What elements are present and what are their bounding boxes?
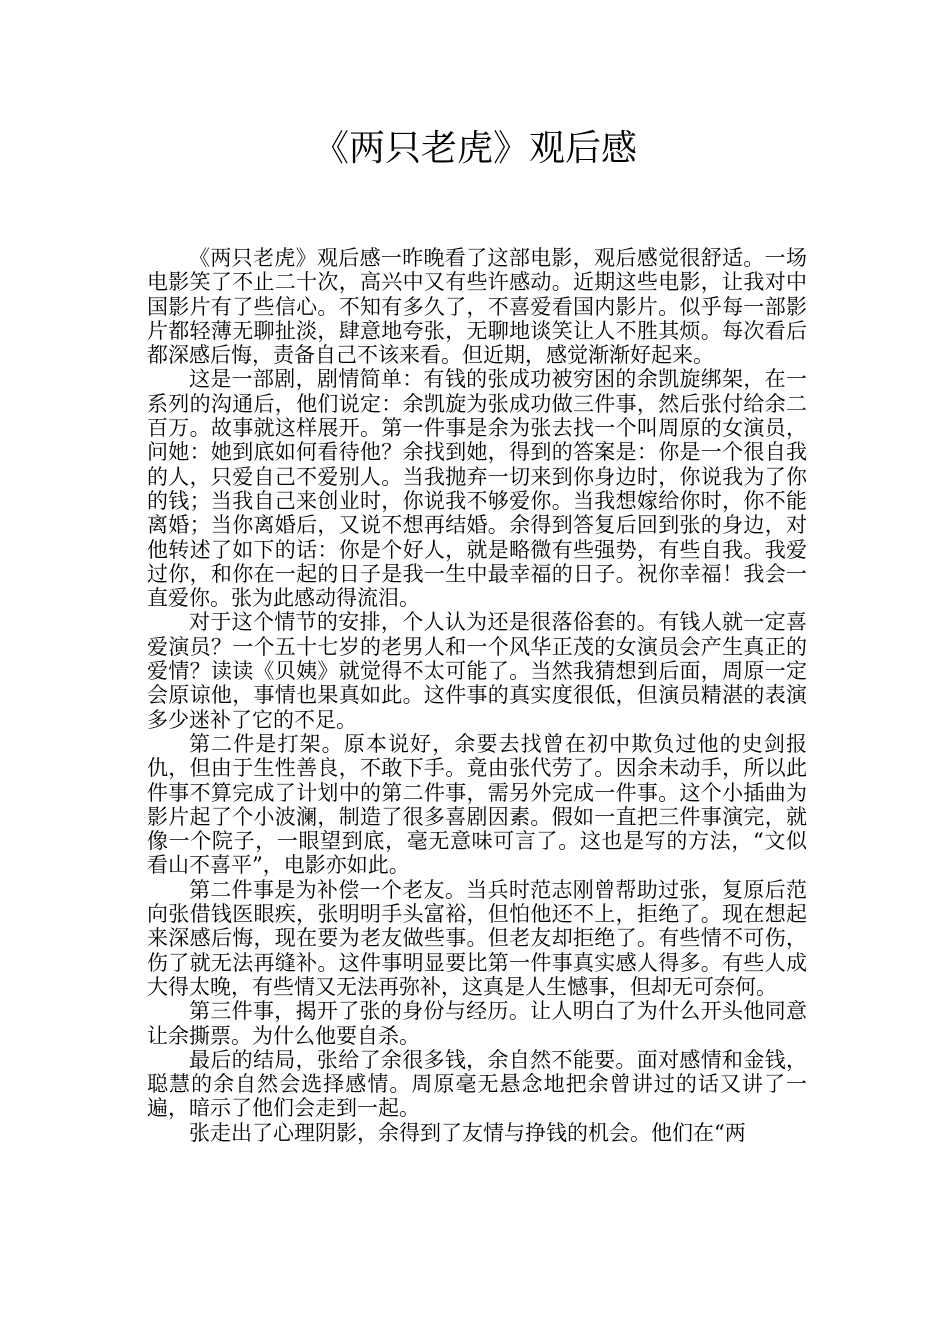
- document-body: [147, 246, 807, 1145]
- body-paragraph: 第三件事，揭开了张的身份与经历。让人明白了为什么开头他同意让余撕票。为什么他要自杀。: [147, 999, 807, 1048]
- body-paragraph: 第二件事是为补偿一个老友。当兵时范志刚曾帮助过张，复原后范向张借钱医眼疾，张明明手头富裕，但怕他还不上，拒绝了。现在想起来深感后悔，现在要为老友做些事。但老友却拒绝了。有些情不可伤，伤了就无法再缝补。这件事明显要比第一件事真实感人得多。有些人成大得太晚，有些情又无法再弥补，这真是人生憾事，但却无可奈何。: [147, 877, 807, 999]
- body-paragraph: 第二件是打架。原本说好，余要去找曾在初中欺负过他的史剑报仇，但由于生性善良，不敢下手。竟由张代劳了。因余未动手，所以此件事不算完成了计划中的第二件事，需另外完成一件事。这个小插曲为影片起了个小波澜，制造了很多喜剧因素。假如一直把三件事演完，就像一个院子，一眼望到底，毫无意味可言了。这也是写的方法，“文似看山不喜平”，电影亦如此。: [147, 731, 807, 878]
- body-paragraph: 对于这个情节的安排，个人认为还是很落俗套的。有钱人就一定喜爱演员？一个五十七岁的老男人和一个风华正茂的女演员会产生真正的爱情？读读《贝姨》就觉得不太可能了。当然我猜想到后面，周原一定会原谅他，事情也果真如此。这件事的真实度很低，但演员精湛的表演多少迷补了它的不足。: [147, 610, 807, 732]
- body-paragraph: 这是一部剧，剧情简单：有钱的张成功被穷困的余凯旋绑架，在一系列的沟通后，他们说定：余凯旋为张成功做三件事，然后张付给余二百万。故事就这样展开。第一件事是余为张去找一个叫周原的女演员，问她：她到底如何看待他？余找到她，得到的答案是：你是一个很自我的人，只爱自己不爱别人。当我抛弃一切来到你身边时，你说我为了你的钱；当我自己来创业时，你说我不够爱你。当我想嫁给你时，你不能离婚；当你离婚后，又说不想再结婚。余得到答复后回到张的身边，对他转述了如下的话：你是个好人，就是略微有些强势，有些自我。我爱过你，和你在一起的日子是我一生中最幸福的日子。祝你幸福！我会一直爱你。张为此感动得流泪。: [147, 367, 807, 611]
- body-paragraph: 最后的结局，张给了余很多钱，余自然不能要。面对感情和金钱，聪慧的余自然会选择感情。周原毫无悬念地把余曾讲过的话又讲了一遍，暗示了他们会走到一起。: [147, 1047, 807, 1121]
- body-paragraph: 《两只老虎》观后感一昨晚看了这部电影，观后感觉很舒适。一场电影笑了不止二十次，高兴中又有些许感动。近期这些电影，让我对中国影片有了些信心。不知有多久了，不喜爱看国内影片。似乎每一部影片都轻薄无聊扯淡，肆意地夸张，无聊地谈笑让人不胜其烦。每次看后都深感后悔，责备自己不该来看。但近期，感觉渐渐好起来。: [147, 246, 807, 368]
- body-paragraph: 张走出了心理阴影，余得到了友情与挣钱的机会。他们在“两: [189, 1120, 746, 1145]
- document-title: 《两只老虎》观后感: [312, 128, 637, 169]
